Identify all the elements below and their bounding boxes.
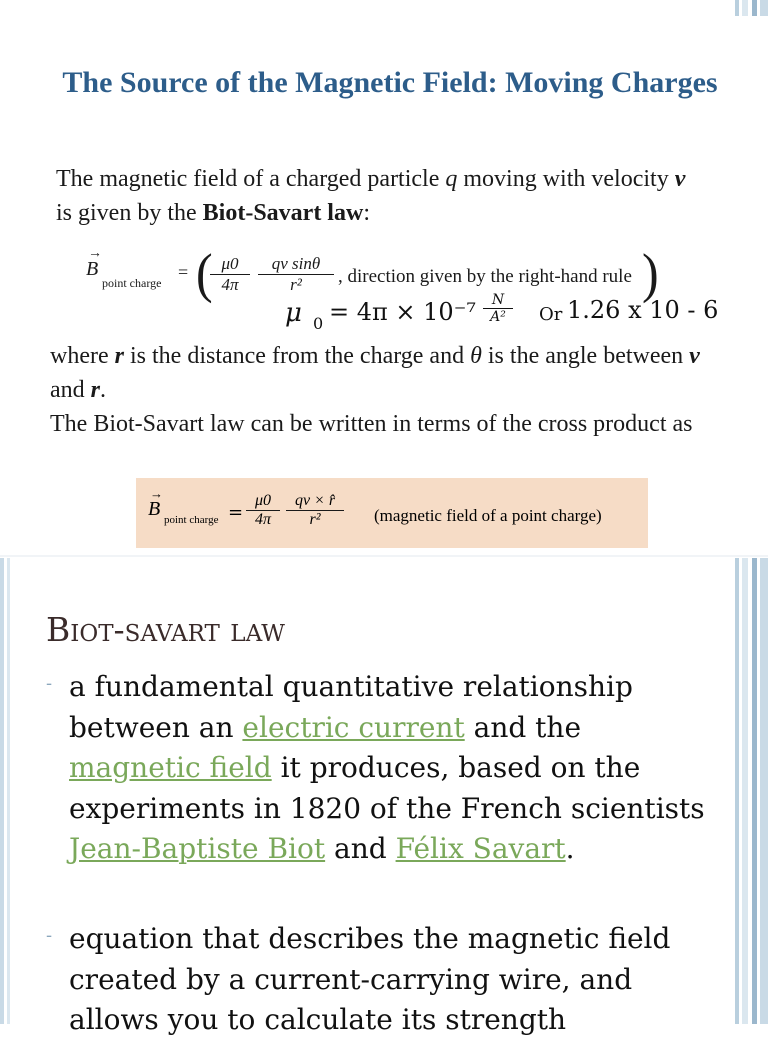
section-heading: Biot-savart law	[46, 610, 285, 649]
link-magnetic-field[interactable]: magnetic field	[69, 751, 272, 784]
qv-fraction: $\frac{\text{qv sinθ}}{\text{r²}}$	[258, 254, 334, 295]
decorative-stripe	[735, 0, 739, 16]
decorative-stripe	[7, 558, 10, 1024]
alt-value: 1.26 x 10 - 6	[567, 296, 719, 324]
mu-fraction: $\frac{\mu 0}{4\pi}$	[210, 254, 250, 295]
cross-product-equation: → B point charge = $\frac{\mu 0}{4\pi}$ $\frac{qv \times r̂}{\text{r²}}$ (magnetic field of a point charge)	[136, 478, 648, 548]
where-paragraph: where r is the distance from the charge and θ is the angle between v and r. The Biot-Savart law can be written in terms of the cross product as	[50, 343, 700, 437]
decorative-stripe	[752, 558, 757, 1024]
b-vector: → B	[86, 246, 102, 280]
decorative-stripe	[742, 0, 748, 16]
link-jean-baptiste-biot[interactable]: Jean-Baptiste Biot	[69, 832, 326, 865]
slide-divider	[0, 555, 768, 557]
decorative-stripe	[760, 0, 768, 16]
decorative-stripe	[735, 558, 739, 1024]
bullet-marker: -	[46, 673, 53, 694]
decorative-stripe	[0, 558, 4, 1024]
equation-subscript: point charge	[102, 276, 162, 290]
bullet-text: a fundamental quantitative relationship between an electric current and the magnetic field it produces, based on the experiments in 1820 of the French scientists Jean-Baptiste Biot and Félix Savart.	[69, 670, 705, 865]
direction-text: , direction given by the right-hand rule	[338, 266, 632, 287]
equation-label: (magnetic field of a point charge)	[374, 506, 602, 525]
intro-paragraph: The magnetic field of a charged particle q moving with velocity v is given by the Biot-Savart law:	[56, 166, 686, 226]
bullet-text: equation that describes the magnetic field created by a current-carrying wire, and allows you to calculate its strength	[69, 922, 671, 1036]
decorative-stripe	[742, 558, 748, 1024]
link-electric-current[interactable]: electric current	[242, 710, 465, 744]
biot-savart-equation: → B point charge = ( $\frac{\mu 0}{4\pi}$ $\frac{\text{qv sinθ}}{\text{r²}}$ , direction given by the right-hand rule )	[86, 242, 659, 304]
b-vector: → B	[148, 486, 163, 520]
decorative-stripe	[760, 558, 768, 1024]
decorative-stripe	[752, 0, 757, 16]
bullet-marker: -	[46, 925, 53, 946]
link-felix-savart[interactable]: Félix Savart	[395, 832, 566, 865]
slide-title: The Source of the Magnetic Field: Moving Charges	[62, 66, 718, 99]
unit-fraction: $\frac{N}{\text{A²}}$	[483, 292, 513, 325]
mu-zero-constant: μ 0 = 4π × 10⁻⁷ $\frac{N}{\text{A²}}$ Or 1.26 x 10 - 6	[285, 292, 719, 333]
